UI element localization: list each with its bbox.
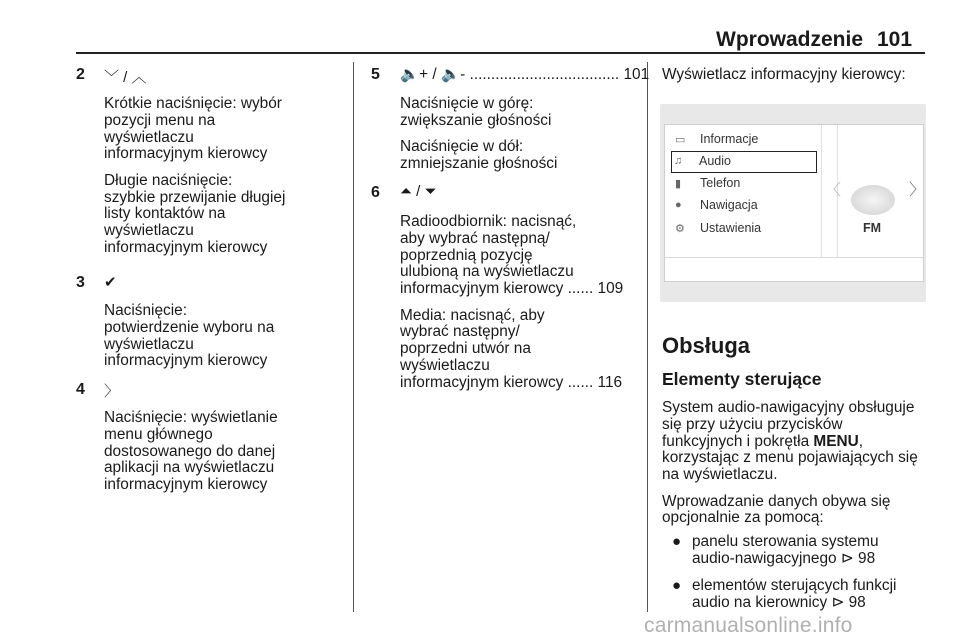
- page-ref-101: 101: [623, 66, 650, 83]
- item-number-6: 6: [371, 184, 380, 201]
- menu-item-audio: ♫ Audio: [671, 151, 817, 173]
- chevron-right-icon: 〉: [909, 182, 926, 199]
- display-bottom-divider: [665, 257, 923, 258]
- item-2-text: [104, 96, 344, 266]
- watermark: carmanualsonline.info: [644, 614, 853, 637]
- column-divider-1: [353, 62, 354, 612]
- subsection-heading: Elementy sterujące: [662, 369, 822, 389]
- leader-dots: ...................................: [469, 66, 620, 83]
- column-divider-2: [647, 62, 648, 612]
- display-panel-divider: [821, 125, 822, 257]
- radio-icon: [851, 185, 895, 215]
- menu-item-nawigacja: ● Nawigacja: [675, 198, 758, 212]
- item-number-5: 5: [371, 66, 380, 83]
- menu-item-telefon: ▮ Telefon: [675, 176, 741, 190]
- display-caption: Wyświetlacz informacyjny kierowcy:: [662, 66, 906, 83]
- item-number-4: 4: [76, 381, 85, 398]
- item-6-radio: Radioodbiornik: nacisnąć, aby wybrać następną/ poprzednią pozycję ulubioną na wyświetlaczu informacyjnym kierowcy ...... 109: [400, 213, 624, 298]
- header-rule: [76, 52, 925, 54]
- music-note-icon: ♫: [674, 155, 683, 167]
- section-heading: Obsługa: [662, 333, 751, 358]
- chevron-left-icon: 〈: [825, 182, 842, 199]
- bullet-item-2: elementów sterujących funkcji audio na kierownicy ⊳ 98: [692, 577, 897, 611]
- item-2-short-press: Krótkie naciśnięcie: wybór pozycji menu na wyświetlaczu informacyjnym kierowcy: [104, 95, 282, 163]
- chevron-right-icon: 〉: [104, 383, 120, 400]
- item-number-2: 2: [76, 66, 85, 83]
- bullet-icon: ●: [672, 577, 682, 594]
- item-6-text: [400, 214, 636, 401]
- menu-item-ustawienia: ⚙ Ustawienia: [675, 221, 762, 235]
- compass-icon: ●: [675, 199, 682, 211]
- item-6-media: Media: nacisnąć, aby wybrać następny/ poprzedni utwór na wyświetlaczu informacyjnym kierowcy ...... 116: [400, 306, 623, 391]
- item-5-heading: [400, 66, 650, 84]
- item-2-long-press: Długie naciśnięcie: szybkie przewijanie długiej listy kontaktów na wyświetlaczu informacyjnym kierowcy: [104, 171, 286, 256]
- page-title: Wprowadzenie: [716, 28, 864, 51]
- item-3-text: Naciśnięcie: potwierdzenie wyboru na wyświetlaczu informacyjnym kierowcy: [104, 302, 275, 370]
- fm-label: FM: [863, 221, 882, 235]
- bullet-icon: ●: [672, 533, 682, 550]
- info-icon: ▭: [675, 134, 686, 146]
- menu-key-label: MENU: [813, 432, 859, 450]
- section-body: System audio-nawigacyjny obsługuje się przy użyciu przycisków funkcyjnych i pokrętła MENU, korzystając z menu pojawiających się na wyświetlaczu. Wprowadzanie danych obywa się opcjonalnie za pomocą:: [662, 399, 918, 527]
- bullet-item-1: panelu sterowania systemu audio-nawigacyjnego ⊳ 98: [692, 533, 879, 567]
- item-number-3: 3: [76, 274, 85, 291]
- item-4-text: Naciśnięcie: wyświetlanie menu głównego dostosowanego do danej aplikacji na wyświetlaczu informacyjnym kierowcy: [104, 409, 278, 494]
- item-5-text: Naciśnięcie w górę: zwiększanie głośności Naciśnięcie w dół: zmniejszanie głośności: [400, 95, 558, 172]
- checkmark-icon: ✔: [104, 274, 117, 291]
- settings-icon: ⚙: [675, 223, 685, 235]
- page-number: 101: [877, 28, 913, 51]
- up-down-arrows-icon: ﹀ / ︿: [104, 69, 147, 86]
- driver-info-display-illustration: [660, 104, 926, 302]
- volume-icons: 🔈+ / 🔈-: [400, 66, 470, 83]
- menu-item-informacje: ▭ Informacje: [675, 132, 759, 146]
- phone-icon: ▮: [675, 178, 682, 190]
- display-screen: [664, 124, 924, 282]
- seek-up-down-icon: ⏶ / ⏷: [400, 183, 437, 200]
